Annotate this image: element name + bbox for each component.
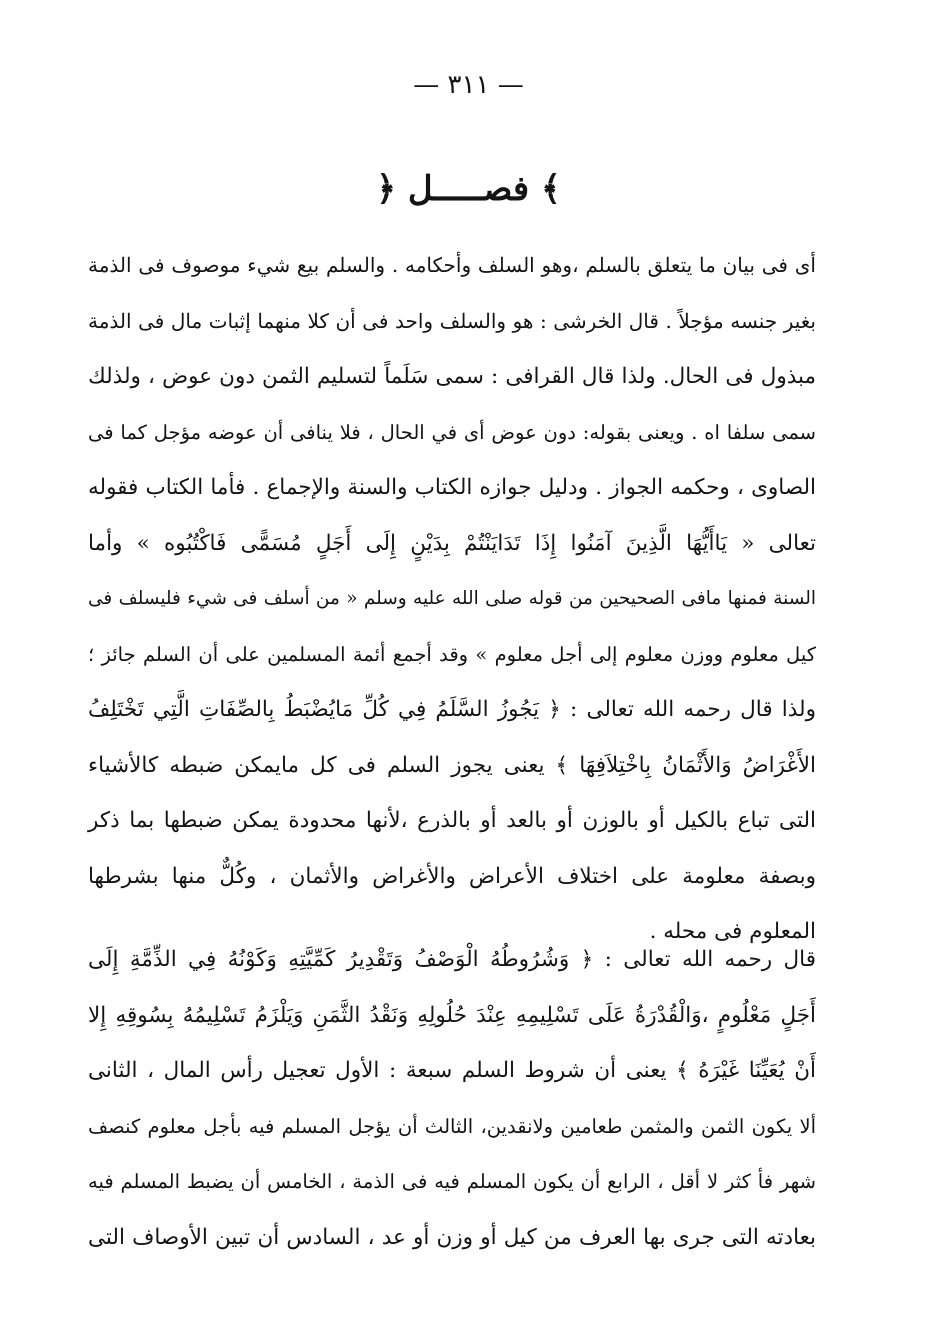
section-title: ﴿ فصـــــل ﴾ [376,169,561,209]
text-line: أَجَلٍ مَعْلُومٍ ،وَالْقُدْرَةُ عَلَى تَسْلِيمِهِ عِنْدَ حُلُولِهِ وَنَقْدُ الثَّمَنِ وَيَلْزَمُ تَسْلِيمُهُ بِسُوقِهِ إِلا [88,1002,816,1028]
paragraph-1 [88,238,816,960]
text-line: كيل معلوم ووزن معلوم إلى أجل معلوم » وقد أجمع أئمة المسلمين على أن السلم جائز ؛ [88,642,816,666]
text-line: بعادته التى جرى بها العرف من كيل أو وزن أو عد ، السادس أن تبين الأوصاف التى [88,1224,816,1250]
text-line: شهر فأ كثر لا أقل ، الرابع أن يكون المسلم فيه فى الذمة ، الخامس أن يضبط المسلم فيه [88,1170,816,1193]
text-line: الصاوى ، وحكمه الجواز . ودليل جوازه الكتاب والسنة والإجماع . فأما الكتاب فقوله [88,475,816,500]
text-line: قال رحمه الله تعالى : ﴿ وَشُرُوطُهُ الْوَصْفُ وَتَقْدِيرُ كَمِّيَّتِهِ وَكَوْنُهُ فِي الذِّمَّةِ إِلَى [88,947,816,972]
page-number: — ٣١١ — [413,70,524,100]
text-line: المعلوم فى محله . [649,919,816,944]
text-line: بغير جنسه مؤجلاً . قال الخرشى : هو والسلف واحد فى أن كلا منهما إثبات مال فى الذمة [88,308,816,333]
text-line: تعالى « يَاأَيُّهَا الَّذِينَ آمَنُوا إِذَا تَدَايَنْتُمْ بِدَيْنٍ إِلَى أَجَلٍ مُسَمًّى فَاكْتُبُوه » وأما [88,530,816,556]
text-line: أى فى بيان ما يتعلق بالسلم ،وهو السلف وأحكامه . والسلم بيع شيء موصوف فى الذمة [88,253,816,277]
text-line: السنة فمنها مافى الصحيحين من قوله صلى الله عليه وسلم « من أسلف فى شيء فليسلف فى [88,588,816,609]
text-line: ولذا قال رحمه الله تعالى : ﴿ يَجُوزُ السَّلَمُ فِي كُلِّ مَايُضْبَطُ بِالصِّفَاتِ الَّتِي تَخْتَلِفُ [88,697,816,722]
text-line: مبذول فى الحال. ولذا قال القرافى : سمى سَلَماً لتسليم الثمن دون عوض ، ولذلك [88,364,816,389]
text-line: وبصفة معلومة على اختلاف الأعراض والأغراض والأثمان ، وكُلٌّ منها بشرطها [88,863,816,889]
text-line: سمى سلفا اه . ويعنى بقوله: دون عوض أى في الحال ، فلا ينافى أن عوضه مؤجل كما فى [88,420,816,444]
text-line: ألا يكون الثمن والمثمن طعامين ولانقدين، الثالث أن يؤجل المسلم فيه بأجل معلوم كنصف [88,1114,816,1138]
paragraph-2 [88,932,816,1265]
text-line: أَنْ يُعَيِّنَا غَيْرَهُ ﴾ يعنى أن شروط السلم سبعة : الأول تعجيل رأس المال ، الثانى [88,1058,816,1083]
text-line: التى تباع بالكيل أو بالوزن أو بالعد أو بالذرع ،لأنها محدودة يمكن ضبطها بما ذكر [88,808,816,833]
text-line: الأَغْرَاضُ وَالأَثْمَانُ بِاخْتِلاَفِهَا ﴾ يعنى يجوز السلم فى كل مايمكن ضبطه كالأشياء [88,752,816,778]
